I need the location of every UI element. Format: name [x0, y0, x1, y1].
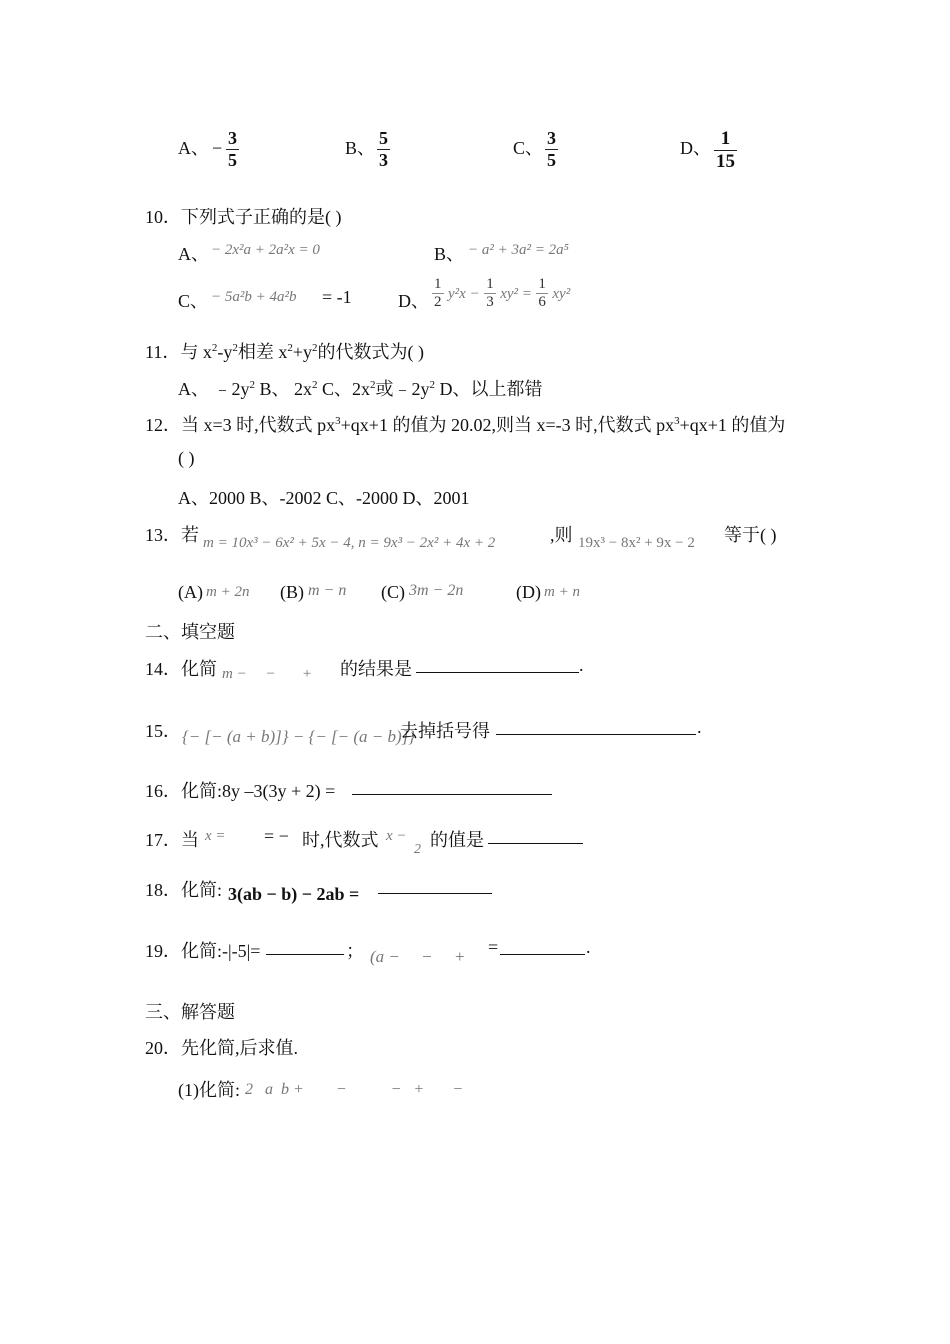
- q10-d-fraction-3: $\frac{1}{6}$: [538, 276, 546, 311]
- q13-option-b-label: (B): [280, 582, 304, 602]
- q17-expr-1: x =: [205, 828, 226, 844]
- q19-end: .: [586, 937, 591, 957]
- q17-frac-den: 2: [414, 842, 421, 857]
- q14-answer-blank[interactable]: [416, 656, 579, 673]
- q13-stem: 13．若: [145, 525, 199, 545]
- q10-stem: 10．下列式子正确的是( ): [145, 207, 342, 227]
- q9-options: [178, 128, 778, 180]
- q10-d-term-1: y²x −: [448, 285, 480, 302]
- q9-option-a-fraction: $\frac{3}{5}$: [228, 128, 237, 170]
- q10-option-c-expr: − 5a²b + 4a²b: [211, 289, 297, 305]
- q12-options: A、2000 B、-2002 C、-2000 D、2001: [178, 488, 470, 508]
- q13-option-c: 3m − 2n: [409, 582, 464, 599]
- q9-option-c-label: C、: [513, 138, 544, 158]
- q17-answer-blank[interactable]: [488, 827, 583, 844]
- q10-option-b-expr: − a² + 3a² = 2a⁵: [468, 242, 569, 258]
- q17-expr-2: = −: [264, 826, 289, 846]
- q17-expr-3: x −: [386, 828, 407, 844]
- q10-option-d-expr: [432, 276, 570, 322]
- q13-option-d-label: (D): [516, 582, 541, 602]
- section-2-heading: 二、填空题: [145, 622, 235, 642]
- q9-option-d-fraction: $\frac{1}{15}$: [716, 128, 735, 172]
- q10-d-term-3: xy²: [552, 285, 571, 302]
- q10-d-term-2: xy² =: [500, 285, 532, 302]
- q9-option-b-fraction: $\frac{5}{3}$: [379, 128, 388, 170]
- section-3-heading: 三、解答题: [145, 1002, 235, 1022]
- q13-option-b: m − n: [308, 582, 347, 599]
- q9-option-a-label: A、: [178, 138, 209, 158]
- q10-option-c-tail: = -1: [322, 287, 352, 307]
- q12-paren: ( ): [178, 448, 195, 468]
- q13-expr: m = 10x³ − 6x² + 5x − 4, n = 9x³ − 2x² + 4x + 2: [203, 535, 496, 551]
- q19-answer-blank-1[interactable]: [266, 938, 344, 955]
- q16-answer-blank[interactable]: [352, 778, 552, 795]
- q15-stem: 15．: [145, 721, 181, 741]
- q17-stem: 17．当: [145, 830, 199, 850]
- q18-expr: 3(ab − b) − 2ab =: [228, 884, 360, 904]
- q11-options: A、 $﹣2y^2$ B、 $2x^2$ C、$2x^2$或$﹣2y^2$ D、以上都错: [178, 379, 543, 399]
- q15-tail: 去掉括号得: [400, 721, 490, 741]
- q20-stem: 20．先化简,后求值.: [145, 1038, 298, 1058]
- q19-answer-blank-2[interactable]: [500, 938, 585, 955]
- q14-end: .: [579, 655, 584, 675]
- q17-mid: 时,代数式: [302, 830, 379, 850]
- q19-stem: 19．化简:-|-5|=: [145, 941, 261, 961]
- q12-stem: 12．当 x=3 时,代数式 $px^3+qx+1$ 的值为 20.02,则当 x=-3 时,代数式 $px^3+qx+1$ 的值为: [145, 415, 786, 435]
- q10-option-a-label: A、: [178, 244, 209, 264]
- q14-expr: m − − +: [222, 666, 312, 682]
- q9-option-c-fraction: $\frac{3}{5}$: [547, 128, 556, 170]
- q9-option-a-sign: −: [212, 138, 223, 158]
- q10-d-fraction-2: $\frac{1}{3}$: [486, 276, 494, 311]
- q10-option-a-expr: − 2x²a + 2a²x = 0: [211, 242, 320, 258]
- q15-expr: {− [− (a + b)]} − {− [− (a − b)]}: [182, 727, 416, 746]
- q10-option-b-label: B、: [434, 244, 465, 264]
- q13-option-a-label: (A): [178, 582, 203, 602]
- q14-stem: 14．化简: [145, 659, 217, 679]
- q18-stem: 18．化简:: [145, 880, 223, 900]
- q13-expr2: 19x³ − 8x² + 9x − 2: [578, 535, 695, 551]
- q17-tail: 的值是: [430, 830, 484, 850]
- q15-answer-blank[interactable]: [496, 718, 696, 735]
- q9-option-b-label: B、: [345, 138, 376, 158]
- q15-end: .: [697, 717, 702, 737]
- q13-option-c-label: (C): [381, 582, 405, 602]
- q19-eq: =: [488, 937, 499, 957]
- q14-tail: 的结果是: [340, 659, 412, 679]
- q20-sub-label: (1)化简:: [178, 1080, 240, 1100]
- q13-option-d: m + n: [544, 584, 580, 600]
- q18-answer-blank[interactable]: [378, 893, 492, 894]
- q10-option-c-label: C、: [178, 291, 209, 311]
- q16-stem: 16．化简:8y –3(3y + 2) =: [145, 781, 336, 801]
- q9-option-d-label: D、: [680, 138, 711, 158]
- q13-option-a: m + 2n: [206, 584, 250, 600]
- q13-tail: 等于( ): [724, 525, 777, 545]
- q13-then: ,则: [550, 525, 573, 545]
- q20-expr: 2 a b + − − + −: [245, 1081, 463, 1098]
- q10-option-d-label: D、: [398, 291, 429, 311]
- q19-expr: (a − − +: [370, 947, 466, 966]
- q10-d-fraction-1: $\frac{1}{2}$: [434, 276, 442, 311]
- q11-stem: 11．与 $x^2-y^2$相差 $x^2+y^2$的代数式为( ): [145, 342, 424, 362]
- q19-semicolon: ；: [346, 941, 364, 961]
